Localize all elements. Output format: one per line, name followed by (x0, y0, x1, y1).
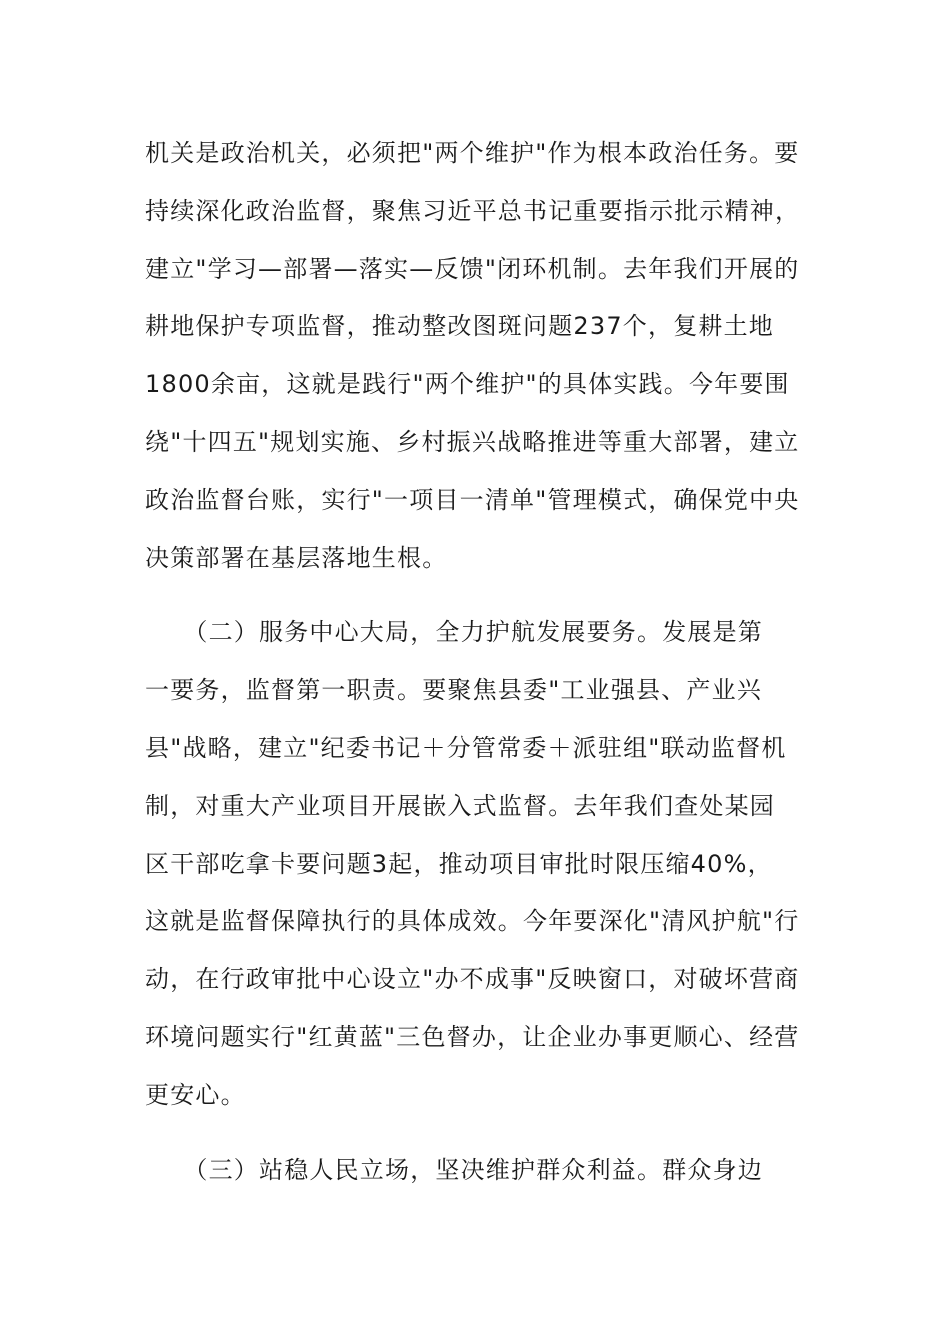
text-line: 制，对重大产业项目开展嵌入式监督。去年我们查处某园 (145, 791, 775, 820)
text-line: 机关是政治机关，必须把"两个维护"作为根本政治任务。要 (145, 139, 800, 167)
paragraph-serve-development (145, 604, 805, 1124)
text-line: 县"战略，建立"纪委书记＋分管常委＋派驻组"联动监督机 (145, 733, 787, 762)
text-line: （三）站稳人民立场，坚决维护群众利益。群众身边 (145, 1155, 763, 1184)
text-line: 绕"十四五"规划实施、乡村振兴战略推进等重大部署，建立 (145, 427, 800, 456)
text-line: 耕地保护专项监督，推动整改图斑问题237个，复耕土地 (145, 312, 775, 341)
text-line: 1800余亩，这就是践行"两个维护"的具体实践。今年要围 (145, 370, 790, 399)
text-line: 这就是监督保障执行的具体成效。今年要深化"清风护航"行 (145, 907, 800, 936)
paragraph-people-stance (145, 1142, 805, 1200)
text-line: 更安心。 (145, 1080, 246, 1109)
text-line: （二）服务中心大局，全力护航发展要务。发展是第 (145, 618, 763, 647)
paragraph-political-supervision (145, 125, 805, 587)
text-line: 动，在行政审批中心设立"办不成事"反映窗口，对破坏营商 (145, 965, 800, 994)
text-line: 政治监督台账，实行"一项目一清单"管理模式，确保党中央 (145, 485, 800, 514)
text-line: 区干部吃拿卡要问题3起，推动项目审批时限压缩40%， (145, 849, 773, 878)
text-line: 环境问题实行"红黄蓝"三色督办，让企业办事更顺心、经营 (145, 1022, 800, 1051)
text-line: 决策部署在基层落地生根。 (145, 543, 448, 572)
text-line: 建立"学习—部署—落实—反馈"闭环机制。去年我们开展的 (145, 254, 800, 283)
document-body (145, 125, 805, 1199)
text-line: 一要务，监督第一职责。要聚焦县委"工业强县、产业兴 (145, 676, 763, 705)
text-line: 持续深化政治监督，聚焦习近平总书记重要指示批示精神， (145, 196, 801, 225)
